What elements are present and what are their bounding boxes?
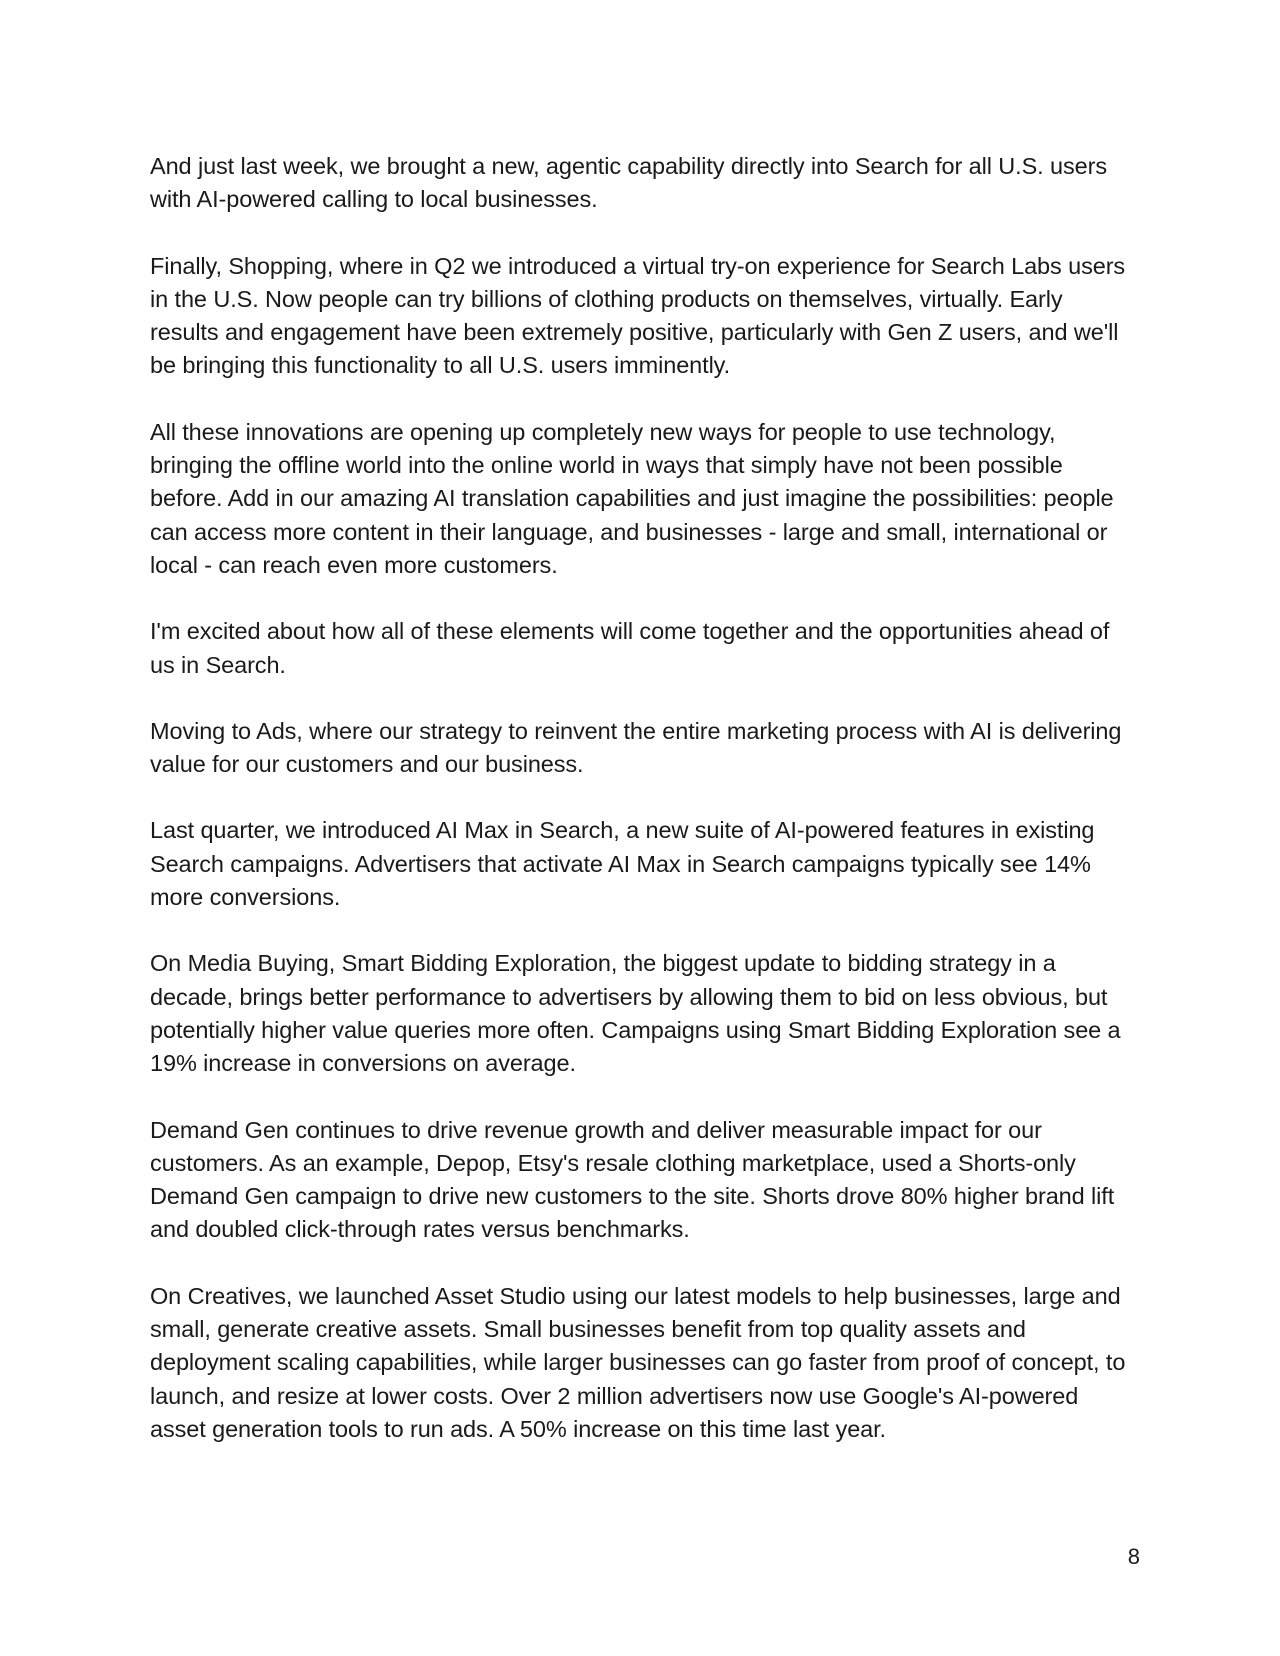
page-number: 8 [1127, 1544, 1140, 1569]
paragraph-ai-max: Last quarter, we introduced AI Max in Search, a new suite of AI-powered features in existing Search campaigns. Advertisers that activate AI Max in Search campaigns typically see 14% more conversions. [150, 817, 1095, 911]
paragraph-demand-gen: Demand Gen continues to drive revenue growth and deliver measurable impact for our customers. As an example, Depop, Etsy's resale clothing marketplace, used a Shorts-only Demand Gen campaign to drive new customers to the site. Shorts drove 80% higher brand lift and doubled click-through rates versus benchmarks. [150, 1116, 1115, 1243]
paragraph-ads: Moving to Ads, where our strategy to reinvent the entire marketing process with AI is delivering value for our customers and our business. [150, 717, 1122, 778]
paragraph-shopping: Finally, Shopping, where in Q2 we introduced a virtual try-on experience for Search Labs users in the U.S. Now people can try billions of clothing products on themselves, virtually. Early results and engagement have been extremely positive, particularly with Gen Z users, and we'll be bringing this functionality to all U.S. users imminently. [150, 252, 1126, 379]
paragraph-creatives: On Creatives, we launched Asset Studio using our latest models to help businesses, large and small, generate creative assets. Small businesses benefit from top quality assets and deployment scaling capabilities, while larger businesses can go faster from proof of concept, to launch, and resize at lower costs. Over 2 million advertisers now use Google's AI-powered asset generation tools to run ads. A 50% increase on this time last year. [150, 1282, 1126, 1442]
paragraph-media-buying: On Media Buying, Smart Bidding Exploration, the biggest update to bidding strategy in a decade, brings better performance to advertisers by allowing them to bid on less obvious, but potentially higher value queries more often. Campaigns using Smart Bidding Exploration see a 19% increase in conversions on average. [150, 950, 1121, 1077]
paragraph-innovations: All these innovations are opening up completely new ways for people to use technology, bringing the offline world into the online world in ways that simply have not been possible before. Add in our amazing AI translation capabilities and just imagine the possibilities: people can access more content in their language, and businesses - large and small, international or local - can reach even more customers. [150, 418, 1114, 578]
document-body [150, 150, 1130, 1479]
paragraph-ai-calling: And just last week, we brought a new, agentic capability directly into Search for all U.S. users with AI-powered calling to local businesses. [150, 153, 1107, 213]
paragraph-excited: I'm excited about how all of these elements will come together and the opportunities ahead of us in Search. [150, 618, 1110, 678]
